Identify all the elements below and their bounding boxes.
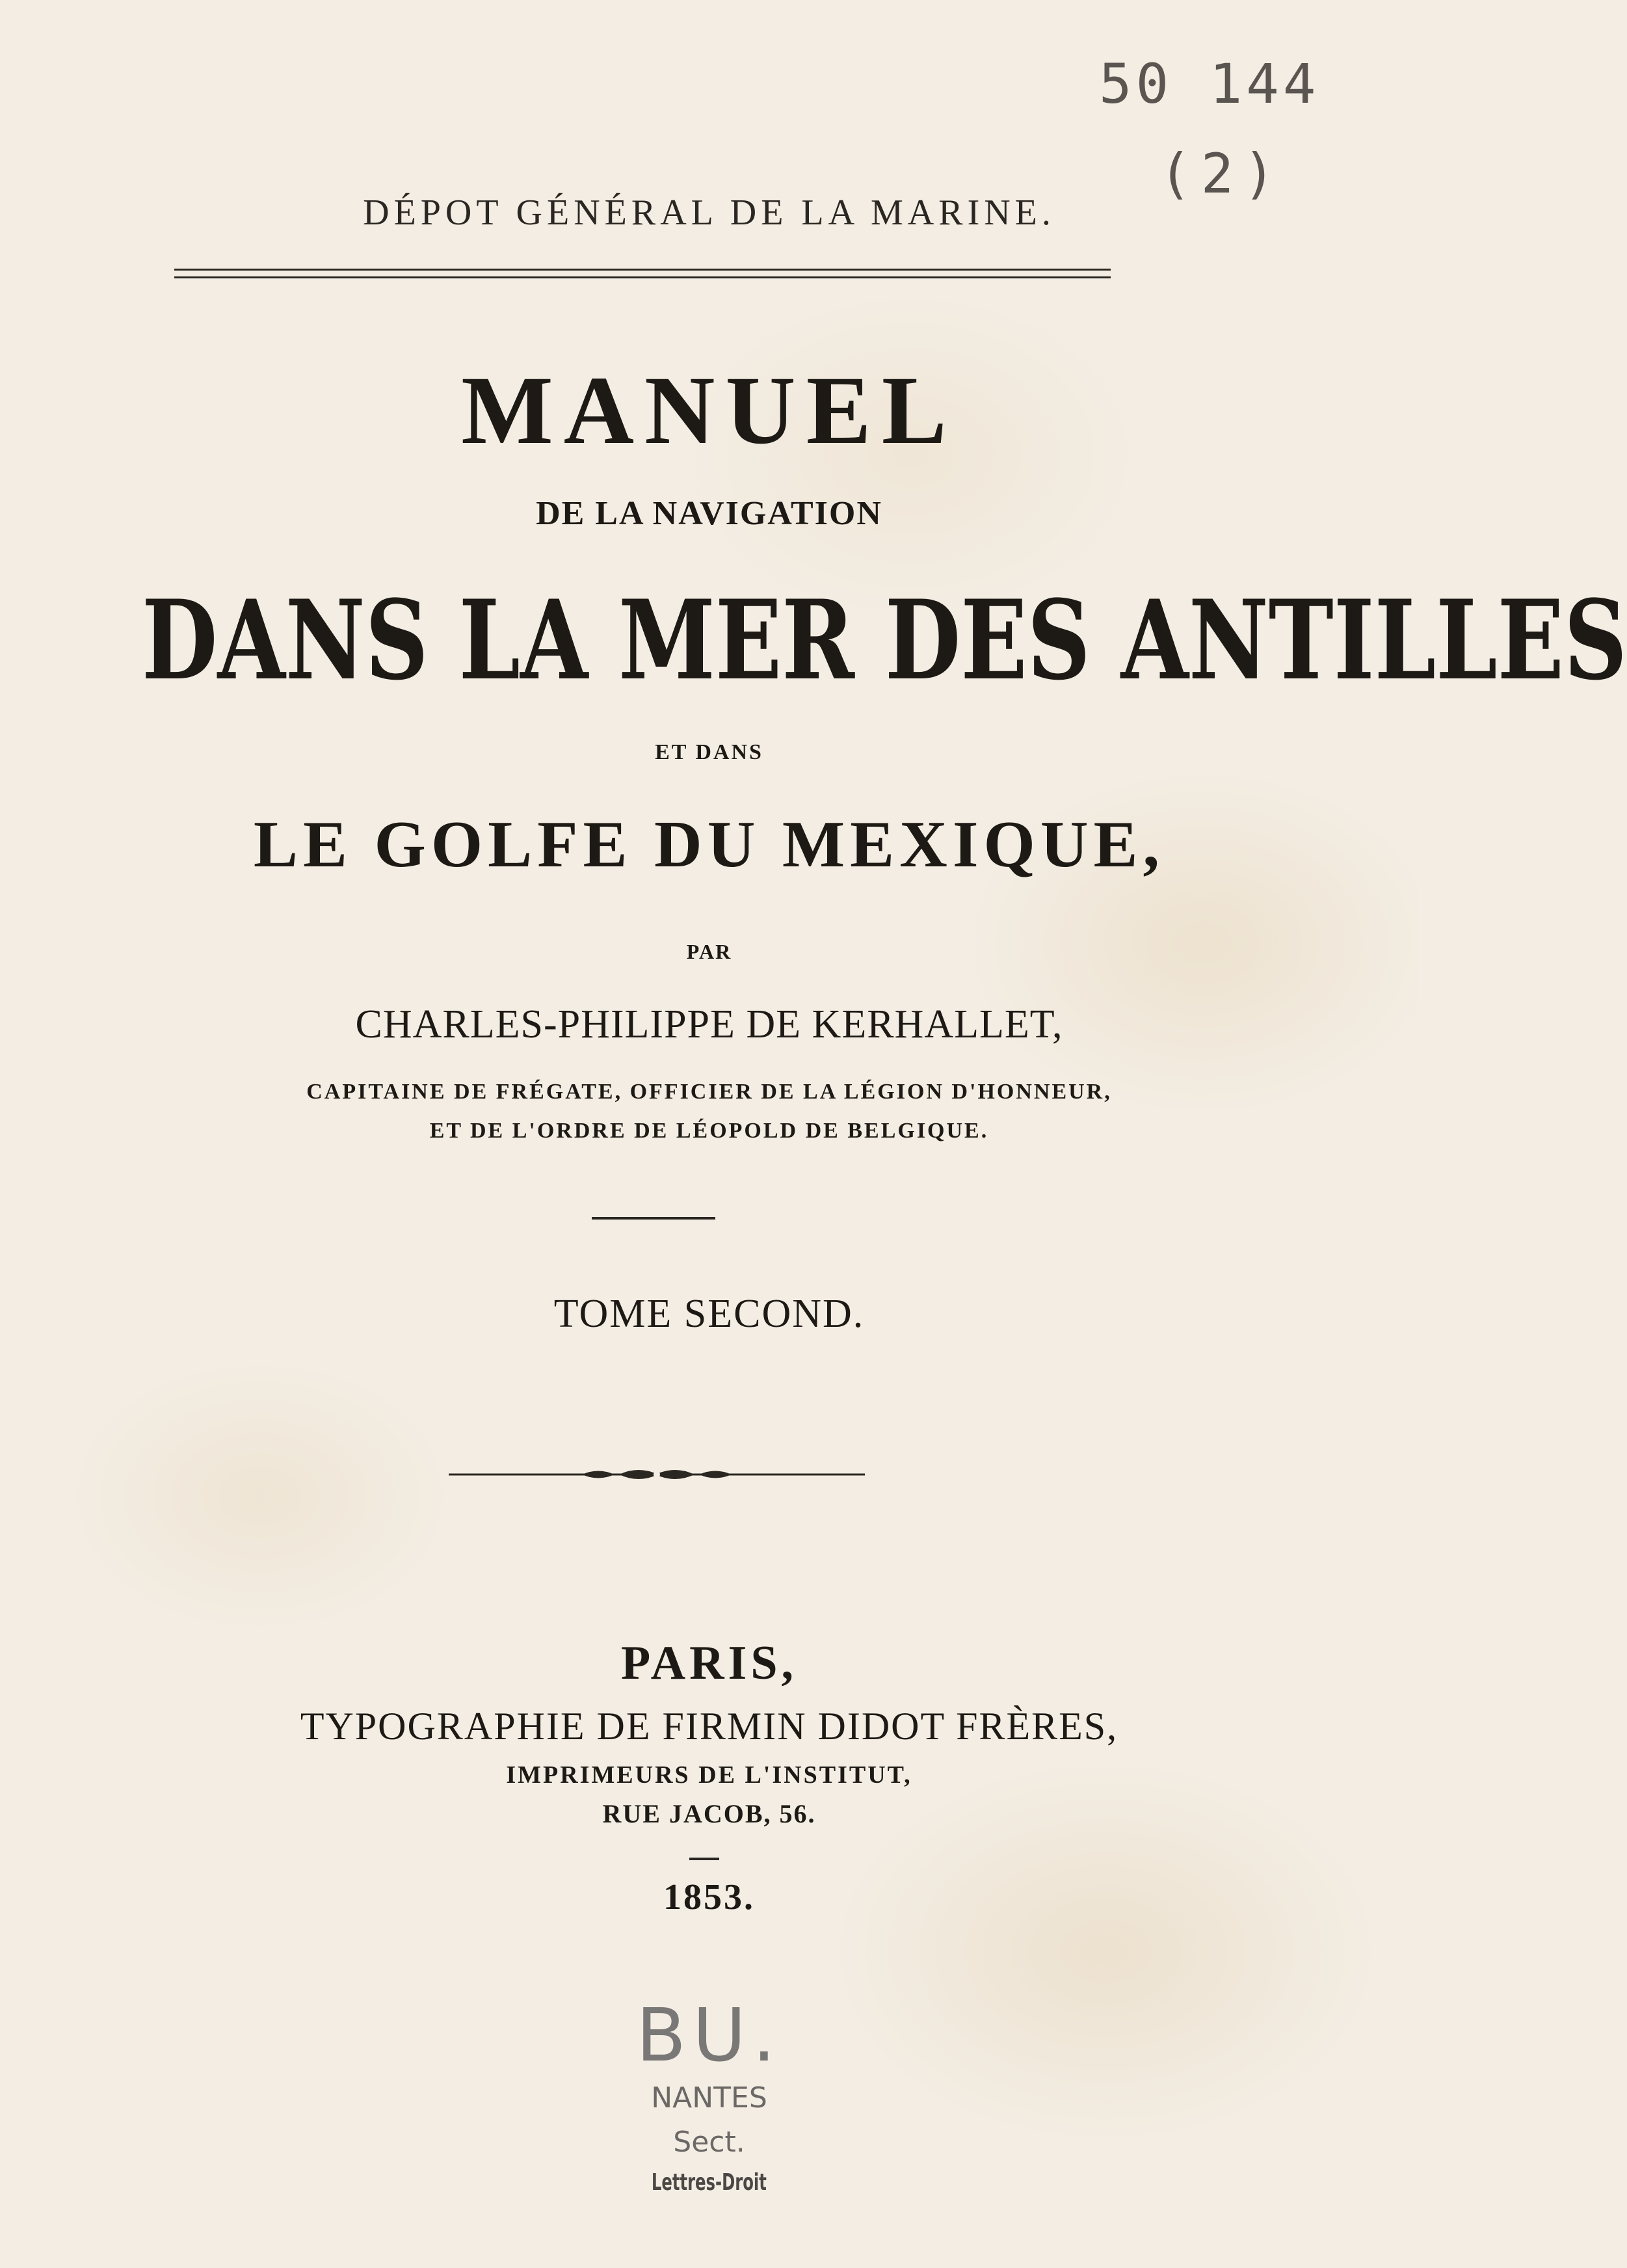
publisher-city: PARIS,	[620, 1636, 798, 1690]
call-number-line2: (2)	[1159, 142, 1285, 206]
title-et-dans: ET DANS	[655, 740, 763, 764]
publisher-role: IMPRIMEURS DE L'INSTITUT,	[506, 1761, 912, 1789]
call-number-line1: 50 144	[1099, 52, 1320, 116]
header-rule-top	[174, 269, 1111, 271]
title-antilles: DANS LA MER DES ANTILLES	[142, 576, 1627, 704]
ornamental-rule	[449, 1463, 865, 1486]
author-par: PAR	[686, 940, 732, 963]
author-title-2: ET DE L'ORDRE DE LÉOPOLD DE BELGIQUE.	[429, 1119, 989, 1143]
library-stamp-city: NANTES	[651, 2081, 767, 2115]
header-rule-bottom	[174, 276, 1111, 278]
title-main: MANUEL	[461, 356, 957, 464]
publisher-address: RUE JACOB, 56.	[602, 1799, 816, 1828]
library-stamp-bu: BU.	[636, 1994, 782, 2078]
publisher-name: TYPOGRAPHIE DE FIRMIN DIDOT FRÈRES,	[300, 1705, 1118, 1748]
author-title-1: CAPITAINE DE FRÉGATE, OFFICIER DE LA LÉGION D'HONNEUR,	[306, 1080, 1112, 1104]
short-rule	[592, 1217, 715, 1220]
title-golfe: LE GOLFE DU MEXIQUE,	[253, 808, 1165, 881]
volume-label: TOME SECOND.	[553, 1292, 865, 1336]
publication-year: 1853.	[663, 1877, 755, 1917]
library-stamp-section: Lettres-Droit	[651, 2169, 767, 2196]
title-subtitle-navigation: DE LA NAVIGATION	[536, 495, 882, 532]
library-stamp-sect: Sect.	[673, 2126, 745, 2159]
header-depot: DÉPOT GÉNÉRAL DE LA MARINE.	[363, 193, 1055, 233]
year-rule	[689, 1858, 719, 1860]
author-name: CHARLES-PHILIPPE DE KERHALLET,	[355, 1002, 1063, 1047]
